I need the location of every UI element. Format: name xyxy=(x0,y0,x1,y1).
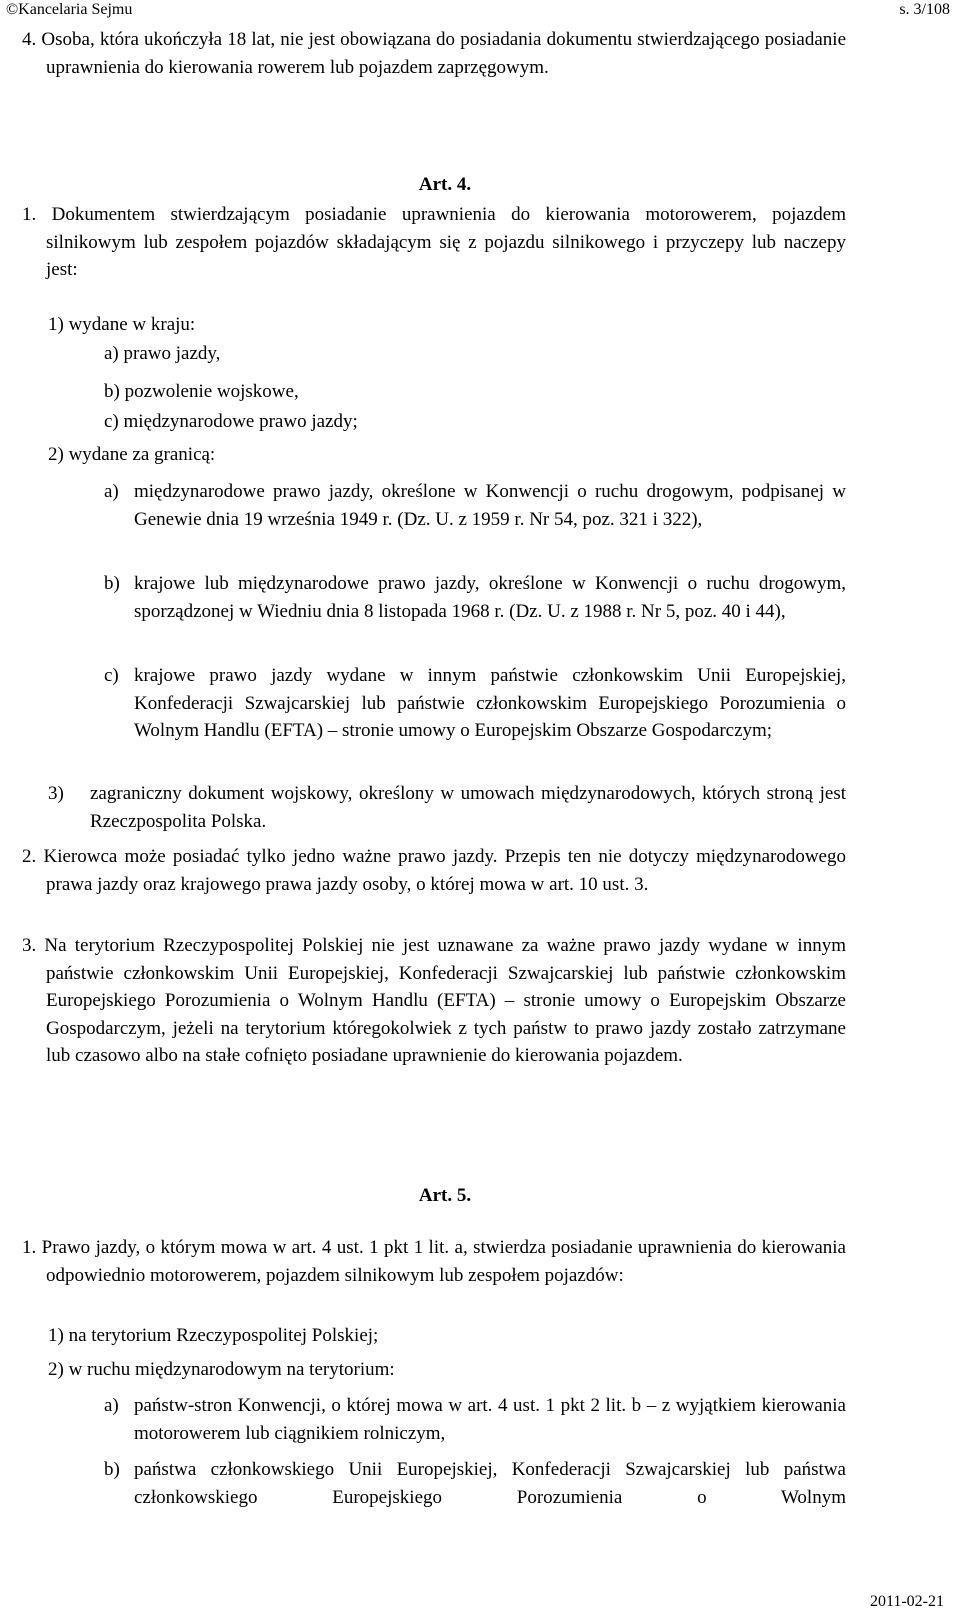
point-2-b-label: b) xyxy=(104,573,120,594)
article-4-point-1-a: a) prawo jazdy, xyxy=(104,343,221,364)
article-4-point-2-a: międzynarodowe prawo jazdy, określone w Konwencji o ruchu drogowym, podpisanej w Genewie dnia 19 września 1949 r. (Dz. U. z 1959 r. Nr 54, poz. 321 i 322), xyxy=(134,481,846,530)
article-5-point-1: 1) na terytorium Rzeczypospolitej Polskiej; xyxy=(48,1325,379,1346)
paragraph-4: 4. Osoba, która ukończyła 18 lat, nie jest obowiązana do posiadania dokumentu stwierdzającego posiadanie uprawnienia do kierowania rowerem lub pojazdem zaprzęgowym. xyxy=(22,29,846,78)
point-3-label: 3) xyxy=(48,783,64,804)
header-source: ©Kancelaria Sejmu xyxy=(6,1,133,18)
article-4-section-2: 2. Kierowca może posiadać tylko jedno ważne prawo jazdy. Przepis ten nie dotyczy międzynarodowego prawa jazdy oraz krajowego prawa jazdy osoby, o której mowa w art. 10 ust. 3. xyxy=(22,846,846,895)
page-number: s. 3/108 xyxy=(899,1,950,18)
point-2-c-label: c) xyxy=(104,665,119,686)
article-5-point-2: 2) w ruchu międzynarodowym na terytorium: xyxy=(48,1359,395,1380)
article-5-heading: Art. 5. xyxy=(418,1185,472,1206)
art5-point-2-a-label: a) xyxy=(104,1395,119,1416)
article-4-point-2-c: krajowe prawo jazdy wydane w innym państwie członkowskim Unii Europejskiej, Konfederacji Szwajcarskiej lub państwie członkowskim Europejskiego Porozumienia o Wolnym Handlu (EFTA) – stronie umowy o Europejskim Obszarze Gospodarczym; xyxy=(134,665,846,742)
point-2-a-label: a) xyxy=(104,481,119,502)
article-4-point-1-c: c) międzynarodowe prawo jazdy; xyxy=(104,411,358,432)
article-5-point-2-b: państwa członkowskiego Unii Europejskiej, Konfederacji Szwajcarskiej lub państwa członkowskiego Europejskiego Porozumienia o Wolnym xyxy=(134,1459,846,1508)
article-5-point-2-a: państw-stron Konwencji, o której mowa w art. 4 ust. 1 pkt 2 lit. b – z wyjątkiem kierowania motorowerem lub ciągnikiem rolniczym, xyxy=(134,1395,846,1444)
article-4-point-3: zagraniczny dokument wojskowy, określony w umowach międzynarodowych, których stroną jest Rzeczpospolita Polska. xyxy=(90,783,846,832)
article-4-point-1-b: b) pozwolenie wojskowe, xyxy=(104,381,299,402)
article-4-heading: Art. 4. xyxy=(418,174,472,195)
article-4-section-1: 1. Dokumentem stwierdzającym posiadanie uprawnienia do kierowania motorowerem, pojazdem silnikowym lub zespołem pojazdów składającym się z pojazdu silnikowego i przyczepy lub naczepy jest: xyxy=(22,204,846,281)
article-5-section-1: 1. Prawo jazdy, o którym mowa w art. 4 ust. 1 pkt 1 lit. a, stwierdza posiadanie uprawnienia do kierowania odpowiednio motorowerem, pojazdem silnikowym lub zespołem pojazdów: xyxy=(22,1237,846,1286)
footer-date: 2011-02-21 xyxy=(869,1593,944,1610)
article-4-point-2: 2) wydane za granicą: xyxy=(48,444,216,465)
article-4-point-1: 1) wydane w kraju: xyxy=(48,314,196,335)
article-4-section-3: 3. Na terytorium Rzeczypospolitej Polskiej nie jest uznawane za ważne prawo jazdy wydane w innym państwie członkowskim Unii Europejskiej, Konfederacji Szwajcarskiej lub państwie członkowskim Europejskiego Porozumienia o Wolnym Handlu (EFTA) – stronie umowy o Europejskim Obszarze Gospodarczym, jeżeli na terytorium któregokolwiek z tych państw to prawo jazdy zostało zatrzymane lub czasowo albo na stałe cofnięto posiadane uprawnienie do kierowania pojazdem. xyxy=(22,935,846,1067)
article-4-point-2-b: krajowe lub międzynarodowe prawo jazdy, określone w Konwencji o ruchu drogowym, sporządzonej w Wiedniu dnia 8 listopada 1968 r. (Dz. U. z 1988 r. Nr 5, poz. 40 i 44), xyxy=(134,573,846,622)
art5-point-2-b-label: b) xyxy=(104,1459,120,1480)
